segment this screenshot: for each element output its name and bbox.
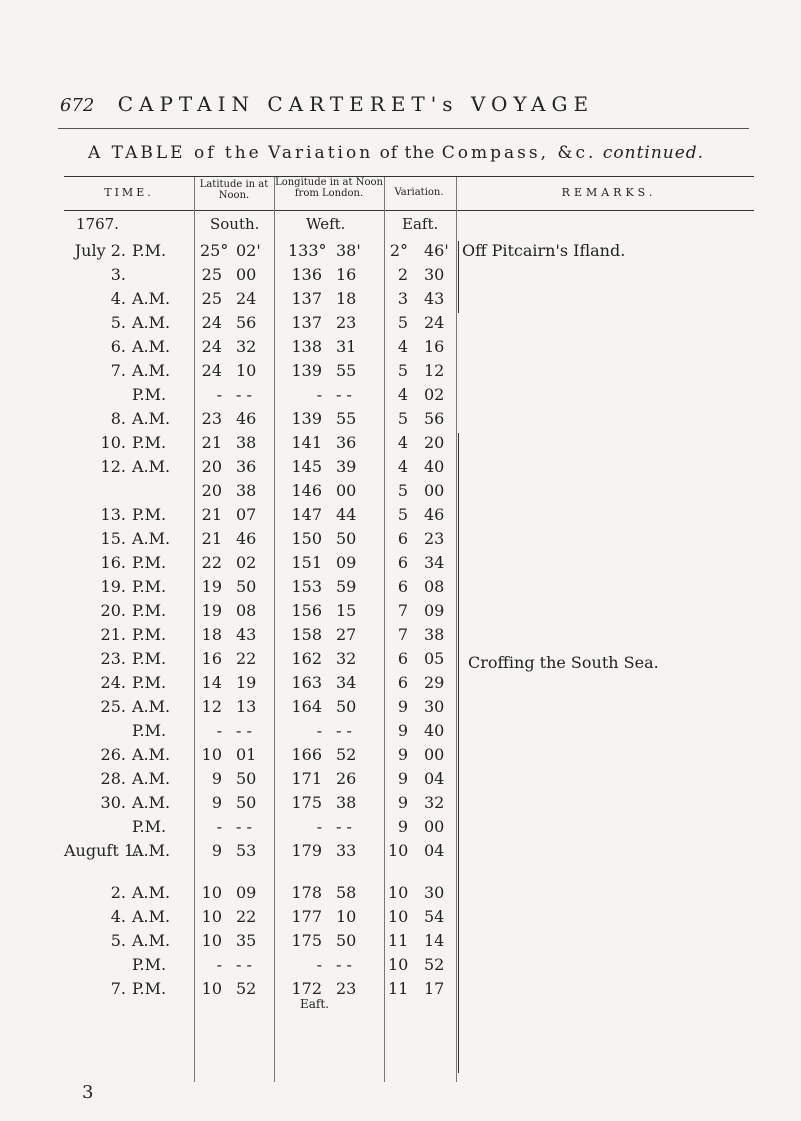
cell-var-d: 5 bbox=[397, 505, 408, 524]
cell-lat-d: 24 bbox=[201, 361, 222, 380]
cell-day: 16. bbox=[100, 553, 126, 572]
cell-var-d: 6 bbox=[397, 553, 408, 572]
cell-tm: A.M. bbox=[132, 361, 171, 380]
remark-pitcairn: Off Pitcairn's Ifland. bbox=[462, 241, 626, 260]
cell-var-d: 6 bbox=[397, 649, 408, 668]
cell-lon-m: 58 bbox=[336, 883, 357, 902]
cell-var-d: 10 bbox=[388, 841, 409, 860]
cell-var-m: 43 bbox=[424, 289, 445, 308]
table-row bbox=[64, 979, 754, 1003]
cell-lon-m: 44 bbox=[336, 505, 357, 524]
cell-lat-m: 38 bbox=[236, 481, 257, 500]
cell-var-m: 24 bbox=[424, 313, 445, 332]
cell-lat-m: 52 bbox=[236, 979, 257, 998]
cell-tm: P.M. bbox=[132, 955, 167, 974]
cell-tm: A.M. bbox=[132, 289, 171, 308]
cell-lon-d: - bbox=[316, 817, 322, 836]
cell-lat-d: 19 bbox=[201, 601, 222, 620]
cell-var-d: 10 bbox=[388, 883, 409, 902]
cell-var-m: 52 bbox=[424, 955, 445, 974]
cell-tm: P.M. bbox=[132, 385, 167, 404]
cell-day: 8. bbox=[110, 409, 126, 428]
cell-day: 2. bbox=[110, 883, 126, 902]
table-row bbox=[64, 289, 754, 313]
cell-var-m: 30 bbox=[424, 265, 445, 284]
cell-lon-d: 137 bbox=[291, 313, 322, 332]
cell-lat-m: 35 bbox=[236, 931, 257, 950]
cell-day: 12. bbox=[100, 457, 126, 476]
cell-var-d: 9 bbox=[397, 817, 408, 836]
cell-lat-d: 21 bbox=[201, 505, 222, 524]
cell-lat-m: 13 bbox=[236, 697, 257, 716]
cell-lat-d: 12 bbox=[201, 697, 222, 716]
cell-day: 10. bbox=[100, 433, 126, 452]
remark-brace bbox=[458, 241, 465, 313]
cell-lat-m: - - bbox=[236, 721, 252, 740]
header-divider bbox=[64, 210, 754, 211]
cell-var-m: 54 bbox=[424, 907, 445, 926]
cell-lat-m: 24 bbox=[236, 289, 257, 308]
cell-var-m: 00 bbox=[424, 745, 445, 764]
table-row bbox=[64, 931, 754, 955]
cell-lon-d: 166 bbox=[291, 745, 322, 764]
cell-lon-d: 133° bbox=[288, 241, 327, 260]
cell-var-m: 34 bbox=[424, 553, 445, 572]
cell-var-d: 10 bbox=[388, 955, 409, 974]
cell-lon-m: 38 bbox=[336, 793, 357, 812]
cell-var-d: 7 bbox=[397, 601, 408, 620]
year-label: 1767. bbox=[76, 215, 119, 233]
cell-var-m: 04 bbox=[424, 769, 445, 788]
cell-lat-m: 10 bbox=[236, 361, 257, 380]
running-title: CAPTAIN CARTERET's VOYAGE bbox=[117, 92, 595, 116]
cell-tm: A.M. bbox=[132, 793, 171, 812]
cell-lon-m: 32 bbox=[336, 649, 357, 668]
cell-var-m: 12 bbox=[424, 361, 445, 380]
cell-lat-d: 25 bbox=[201, 289, 222, 308]
cell-var-m: 14 bbox=[424, 931, 445, 950]
cell-lon-m: 31 bbox=[336, 337, 357, 356]
cell-day: 28. bbox=[100, 769, 126, 788]
cell-tm: A.M. bbox=[132, 409, 171, 428]
cell-tm: P.M. bbox=[132, 577, 167, 596]
cell-lon-d: 175 bbox=[291, 931, 322, 950]
col-time: TIME. bbox=[104, 186, 154, 199]
cell-lat-d: 14 bbox=[201, 673, 222, 692]
col-remarks: REMARKS. bbox=[561, 186, 657, 199]
table-row bbox=[64, 955, 754, 979]
cell-lat-d: 19 bbox=[201, 577, 222, 596]
cell-lat-m: 53 bbox=[236, 841, 257, 860]
col-longitude: Longitude in at Noon from London. bbox=[275, 177, 383, 199]
cell-lat-d: 9 bbox=[211, 841, 222, 860]
cell-var-m: 38 bbox=[424, 625, 445, 644]
cell-day: 30. bbox=[100, 793, 126, 812]
remark-crossing: Croffing the South Sea. bbox=[468, 653, 659, 672]
cell-var-d: 4 bbox=[397, 385, 408, 404]
cell-lat-d: - bbox=[216, 955, 222, 974]
table-row bbox=[64, 601, 754, 625]
cell-var-m: 32 bbox=[424, 793, 445, 812]
remark-brace bbox=[458, 433, 465, 1073]
var-direction: Eaft. bbox=[402, 215, 439, 233]
cell-var-d: 3 bbox=[397, 289, 408, 308]
cell-var-d: 11 bbox=[388, 931, 409, 950]
cell-lon-d: 158 bbox=[291, 625, 322, 644]
table-row bbox=[64, 337, 754, 361]
cell-lon-m: 33 bbox=[336, 841, 357, 860]
cell-tm: P.M. bbox=[132, 673, 167, 692]
table-row bbox=[64, 577, 754, 601]
cell-tm: A.M. bbox=[132, 769, 171, 788]
cell-var-m: 04 bbox=[424, 841, 445, 860]
cell-lat-d: 20 bbox=[201, 481, 222, 500]
cell-day: 7. bbox=[110, 979, 126, 998]
table-row bbox=[64, 265, 754, 289]
cell-var-d: 10 bbox=[388, 907, 409, 926]
cell-tm: P.M. bbox=[132, 433, 167, 452]
title-part: continued. bbox=[602, 143, 705, 163]
cell-var-m: 08 bbox=[424, 577, 445, 596]
cell-lat-m: - - bbox=[236, 955, 252, 974]
cell-day: 13. bbox=[100, 505, 126, 524]
cell-var-d: 6 bbox=[397, 577, 408, 596]
table-row bbox=[64, 883, 754, 907]
cell-day: Auguft 1. bbox=[64, 841, 140, 860]
cell-var-m: 46 bbox=[424, 505, 445, 524]
table-row bbox=[64, 481, 754, 505]
cell-tm: A.M. bbox=[132, 313, 171, 332]
cell-var-d: 7 bbox=[397, 625, 408, 644]
cell-lat-m: - - bbox=[236, 385, 252, 404]
cell-lat-m: 46 bbox=[236, 409, 257, 428]
cell-lon-m: 27 bbox=[336, 625, 357, 644]
title-part: Compass, &c. bbox=[441, 143, 597, 163]
cell-var-m: 29 bbox=[424, 673, 445, 692]
cell-lon-m: 26 bbox=[336, 769, 357, 788]
cell-lon-m: 59 bbox=[336, 577, 357, 596]
table-row bbox=[64, 793, 754, 817]
table-row bbox=[64, 385, 754, 409]
cell-var-m: 56 bbox=[424, 409, 445, 428]
cell-day: July 2. bbox=[74, 241, 126, 260]
cell-var-m: 00 bbox=[424, 481, 445, 500]
cell-lon-m: 16 bbox=[336, 265, 357, 284]
cell-var-m: 46' bbox=[424, 241, 449, 260]
table-row bbox=[64, 697, 754, 721]
cell-day: 4. bbox=[110, 907, 126, 926]
cell-day: 7. bbox=[110, 361, 126, 380]
cell-tm: P.M. bbox=[132, 601, 167, 620]
cell-lon-m: 39 bbox=[336, 457, 357, 476]
cell-lat-m: 07 bbox=[236, 505, 257, 524]
cell-var-d: 6 bbox=[397, 529, 408, 548]
cell-lat-d: 10 bbox=[201, 745, 222, 764]
cell-day: 6. bbox=[110, 337, 126, 356]
cell-lat-m: 36 bbox=[236, 457, 257, 476]
cell-lon-d: 175 bbox=[291, 793, 322, 812]
cell-lat-m: 50 bbox=[236, 577, 257, 596]
cell-var-m: 40 bbox=[424, 721, 445, 740]
table-row bbox=[64, 505, 754, 529]
cell-lat-m: 00 bbox=[236, 265, 257, 284]
cell-day: 25. bbox=[100, 697, 126, 716]
cell-lat-d: - bbox=[216, 721, 222, 740]
cell-var-d: 5 bbox=[397, 313, 408, 332]
cell-tm: A.M. bbox=[132, 697, 171, 716]
cell-var-m: 30 bbox=[424, 883, 445, 902]
cell-lon-m: 15 bbox=[336, 601, 357, 620]
running-header bbox=[60, 92, 594, 116]
cell-lat-d: 22 bbox=[201, 553, 222, 572]
cell-lat-m: 38 bbox=[236, 433, 257, 452]
cell-var-m: 16 bbox=[424, 337, 445, 356]
cell-var-d: 4 bbox=[397, 457, 408, 476]
cell-lon-m: 55 bbox=[336, 361, 357, 380]
cell-lat-m: 08 bbox=[236, 601, 257, 620]
cell-tm: P.M. bbox=[132, 505, 167, 524]
cell-var-d: 11 bbox=[388, 979, 409, 998]
cell-lat-d: 9 bbox=[211, 793, 222, 812]
cell-lat-d: 10 bbox=[201, 883, 222, 902]
cell-day: 4. bbox=[110, 289, 126, 308]
table-row bbox=[64, 457, 754, 481]
cell-tm: P.M. bbox=[132, 241, 167, 260]
cell-lat-d: - bbox=[216, 817, 222, 836]
cell-lat-m: 02 bbox=[236, 553, 257, 572]
cell-lon-d: 136 bbox=[291, 265, 322, 284]
cell-lon-m: 23 bbox=[336, 313, 357, 332]
cell-day: 3. bbox=[110, 265, 126, 284]
cell-lat-d: 24 bbox=[201, 337, 222, 356]
cell-lon-d: 137 bbox=[291, 289, 322, 308]
cell-lat-m: 22 bbox=[236, 649, 257, 668]
variation-table bbox=[64, 176, 754, 1082]
cell-var-d: 9 bbox=[397, 721, 408, 740]
cell-lon-m: 50 bbox=[336, 931, 357, 950]
cell-day: 21. bbox=[100, 625, 126, 644]
cell-lat-d: 18 bbox=[201, 625, 222, 644]
cell-lat-d: 10 bbox=[201, 931, 222, 950]
cell-lon-d: 179 bbox=[291, 841, 322, 860]
cell-lon-d: 146 bbox=[291, 481, 322, 500]
cell-lon-m: - - bbox=[336, 817, 352, 836]
cell-lon-m: 52 bbox=[336, 745, 357, 764]
cell-lon-m: - - bbox=[336, 721, 352, 740]
cell-day: 5. bbox=[110, 931, 126, 950]
cell-var-d: 9 bbox=[397, 769, 408, 788]
cell-lat-m: 09 bbox=[236, 883, 257, 902]
cell-lat-m: 50 bbox=[236, 793, 257, 812]
cell-lon-m: 18 bbox=[336, 289, 357, 308]
cell-lat-d: 25° bbox=[200, 241, 229, 260]
cell-lat-d: 21 bbox=[201, 529, 222, 548]
cell-var-d: 5 bbox=[397, 409, 408, 428]
cell-lon-d: 164 bbox=[291, 697, 322, 716]
cell-lat-m: 46 bbox=[236, 529, 257, 548]
cell-tm: A.M. bbox=[132, 745, 171, 764]
cell-lon-d: - bbox=[316, 385, 322, 404]
cell-tm: A.M. bbox=[132, 337, 171, 356]
cell-var-d: 5 bbox=[397, 481, 408, 500]
lat-direction: South. bbox=[210, 215, 260, 233]
cell-lat-d: 10 bbox=[201, 979, 222, 998]
cell-lon-d: 171 bbox=[291, 769, 322, 788]
table-row bbox=[64, 817, 754, 841]
cell-lon-m: 38' bbox=[336, 241, 361, 260]
cell-lat-m: 19 bbox=[236, 673, 257, 692]
cell-lon-m: - - bbox=[336, 385, 352, 404]
cell-lat-m: 50 bbox=[236, 769, 257, 788]
cell-var-d: 9 bbox=[397, 793, 408, 812]
lon-direction: Weft. bbox=[306, 215, 346, 233]
cell-lon-m: - - bbox=[336, 955, 352, 974]
cell-var-m: 23 bbox=[424, 529, 445, 548]
table-row bbox=[64, 673, 754, 697]
signature-mark: 3 bbox=[82, 1082, 94, 1103]
cell-lat-m: 01 bbox=[236, 745, 257, 764]
east-note: Eaft. bbox=[300, 997, 329, 1011]
cell-var-m: 17 bbox=[424, 979, 445, 998]
cell-lat-m: 56 bbox=[236, 313, 257, 332]
cell-lon-m: 09 bbox=[336, 553, 357, 572]
title-part: Variation bbox=[268, 143, 374, 163]
table-row bbox=[64, 769, 754, 793]
cell-lat-d: 10 bbox=[201, 907, 222, 926]
cell-lon-d: - bbox=[316, 955, 322, 974]
cell-day: 5. bbox=[110, 313, 126, 332]
cell-tm: A.M. bbox=[132, 529, 171, 548]
cell-var-d: 9 bbox=[397, 745, 408, 764]
cell-lon-d: 138 bbox=[291, 337, 322, 356]
cell-lon-d: 145 bbox=[291, 457, 322, 476]
header-rule bbox=[58, 128, 749, 129]
cell-day: 26. bbox=[100, 745, 126, 764]
cell-tm: P.M. bbox=[132, 817, 167, 836]
cell-var-d: 6 bbox=[397, 673, 408, 692]
cell-lon-d: 163 bbox=[291, 673, 322, 692]
cell-var-d: 2° bbox=[389, 241, 408, 260]
cell-tm: A.M. bbox=[132, 883, 171, 902]
table-row bbox=[64, 433, 754, 457]
col-latitude: Latitude in at Noon. bbox=[199, 179, 269, 201]
cell-tm: P.M. bbox=[132, 649, 167, 668]
cell-var-m: 20 bbox=[424, 433, 445, 452]
cell-day: 19. bbox=[100, 577, 126, 596]
cell-lat-m: 02' bbox=[236, 241, 261, 260]
cell-lat-d: 25 bbox=[201, 265, 222, 284]
cell-lat-d: 23 bbox=[201, 409, 222, 428]
cell-tm: P.M. bbox=[132, 979, 167, 998]
cell-tm: P.M. bbox=[132, 625, 167, 644]
cell-lon-m: 36 bbox=[336, 433, 357, 452]
table-row bbox=[64, 241, 754, 265]
cell-lon-d: 139 bbox=[291, 361, 322, 380]
cell-var-m: 40 bbox=[424, 457, 445, 476]
cell-var-m: 02 bbox=[424, 385, 445, 404]
cell-lon-d: 150 bbox=[291, 529, 322, 548]
cell-lon-d: 147 bbox=[291, 505, 322, 524]
cell-lon-d: 177 bbox=[291, 907, 322, 926]
cell-lon-d: 178 bbox=[291, 883, 322, 902]
cell-lon-d: 141 bbox=[291, 433, 322, 452]
table-row bbox=[64, 625, 754, 649]
cell-lat-d: 16 bbox=[201, 649, 222, 668]
table-row bbox=[64, 529, 754, 553]
cell-lat-m: 32 bbox=[236, 337, 257, 356]
cell-lat-d: 24 bbox=[201, 313, 222, 332]
title-part: A TABLE of the bbox=[88, 143, 262, 163]
cell-lon-d: - bbox=[316, 721, 322, 740]
cell-lon-m: 00 bbox=[336, 481, 357, 500]
cell-var-m: 05 bbox=[424, 649, 445, 668]
cell-tm: A.M. bbox=[132, 907, 171, 926]
cell-var-d: 4 bbox=[397, 337, 408, 356]
cell-lat-m: 22 bbox=[236, 907, 257, 926]
cell-lat-d: 20 bbox=[201, 457, 222, 476]
cell-lon-m: 34 bbox=[336, 673, 357, 692]
cell-tm: A.M. bbox=[132, 931, 171, 950]
cell-lon-m: 23 bbox=[336, 979, 357, 998]
cell-lon-d: 139 bbox=[291, 409, 322, 428]
col-variation: Variation. bbox=[394, 187, 444, 198]
cell-lon-d: 153 bbox=[291, 577, 322, 596]
table-row bbox=[64, 745, 754, 769]
cell-lat-d: 9 bbox=[211, 769, 222, 788]
cell-var-d: 2 bbox=[397, 265, 408, 284]
table-row bbox=[64, 409, 754, 433]
cell-tm: A.M. bbox=[132, 457, 171, 476]
cell-lon-d: 162 bbox=[291, 649, 322, 668]
cell-day: 23. bbox=[100, 649, 126, 668]
cell-day: 15. bbox=[100, 529, 126, 548]
table-row bbox=[64, 361, 754, 385]
page-number: 672 bbox=[60, 95, 95, 116]
cell-tm: A.M. bbox=[132, 841, 171, 860]
table-row bbox=[64, 841, 754, 865]
cell-lat-d: 21 bbox=[201, 433, 222, 452]
cell-lat-m: - - bbox=[236, 817, 252, 836]
table-row bbox=[64, 553, 754, 577]
table-row bbox=[64, 907, 754, 931]
table-row bbox=[64, 721, 754, 745]
cell-lon-d: 151 bbox=[291, 553, 322, 572]
cell-var-d: 4 bbox=[397, 433, 408, 452]
cell-lon-m: 10 bbox=[336, 907, 357, 926]
cell-tm: P.M. bbox=[132, 553, 167, 572]
title-part: of the bbox=[379, 143, 436, 163]
cell-lat-d: - bbox=[216, 385, 222, 404]
cell-lon-d: 172 bbox=[291, 979, 322, 998]
cell-lon-m: 50 bbox=[336, 529, 357, 548]
cell-tm: P.M. bbox=[132, 721, 167, 740]
cell-day: 20. bbox=[100, 601, 126, 620]
cell-var-m: 30 bbox=[424, 697, 445, 716]
cell-var-m: 00 bbox=[424, 817, 445, 836]
table-title bbox=[88, 143, 704, 163]
cell-lon-m: 55 bbox=[336, 409, 357, 428]
cell-var-d: 9 bbox=[397, 697, 408, 716]
table-row bbox=[64, 313, 754, 337]
cell-var-d: 5 bbox=[397, 361, 408, 380]
cell-lon-m: 50 bbox=[336, 697, 357, 716]
cell-day: 24. bbox=[100, 673, 126, 692]
cell-lat-m: 43 bbox=[236, 625, 257, 644]
cell-var-m: 09 bbox=[424, 601, 445, 620]
cell-lon-d: 156 bbox=[291, 601, 322, 620]
